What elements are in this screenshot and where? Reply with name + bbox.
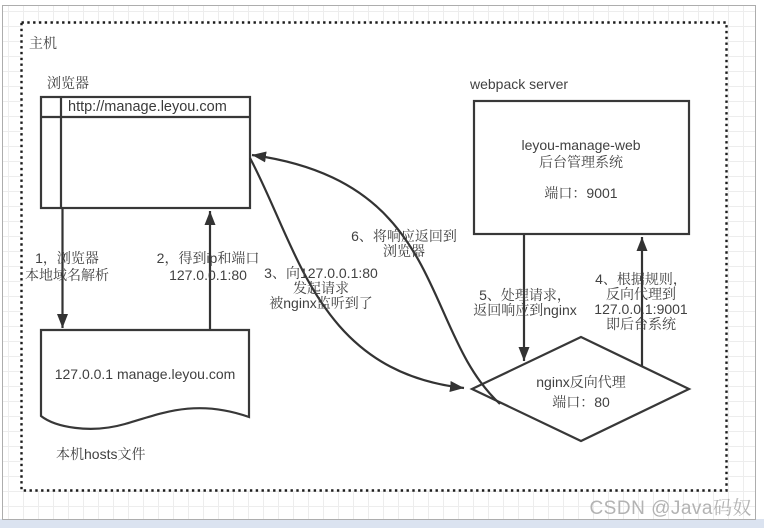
hosts-file-entry: 127.0.0.1 manage.leyou.com — [54, 366, 236, 382]
step5-line2: 返回响应到nginx — [473, 302, 577, 318]
step3-line3: 被nginx监听到了 — [269, 295, 373, 311]
webpack-app-name: leyou-manage-web — [521, 137, 641, 153]
webpack-app-subtitle: 后台管理系统 — [538, 154, 623, 170]
step2-line2: 127.0.0.1:80 — [169, 267, 247, 283]
step5-line1: 5、处理请求， — [479, 287, 571, 303]
step6-line1: 6、将响应返回到 — [351, 228, 457, 244]
step4-line2: 反向代理到 — [605, 286, 676, 302]
browser-address-url: http://manage.leyou.com — [68, 99, 227, 115]
step4-line4: 即后台系统 — [605, 316, 676, 332]
step1-line2: 本地域名解析 — [25, 267, 109, 283]
step1-line1: 1，浏览器 — [35, 250, 99, 266]
step4-line1: 4、根据规则， — [595, 271, 687, 287]
csdn-watermark: CSDN @Java码奴 — [589, 498, 752, 519]
browser-title: 浏览器 — [47, 75, 89, 91]
step5-label — [473, 288, 576, 318]
step4-line3: 127.0.0.1:9001 — [594, 301, 688, 317]
nginx-diamond-text — [536, 372, 625, 412]
webpack-port: 端口：9001 — [544, 185, 618, 201]
step2-line1: 2，得到ip和端口 — [156, 250, 260, 266]
step2-label — [157, 250, 260, 284]
step6-label — [351, 229, 457, 259]
step3-line2: 发起请求 — [292, 280, 349, 296]
step4-label — [594, 272, 687, 332]
host-boundary-label: 主机 — [29, 35, 57, 51]
webpack-server-box-text — [521, 137, 640, 202]
nginx-name: nginx反向代理 — [536, 374, 626, 390]
hosts-file-caption: 本机hosts文件 — [56, 446, 146, 462]
step1-label — [25, 250, 109, 284]
step3-line1: 3、向127.0.0.1:80 — [264, 265, 378, 281]
webpack-server-title: webpack server — [470, 76, 569, 92]
nginx-port: 端口：80 — [552, 394, 610, 410]
step3-label — [264, 266, 378, 311]
step6-line2: 浏览器 — [382, 243, 425, 259]
